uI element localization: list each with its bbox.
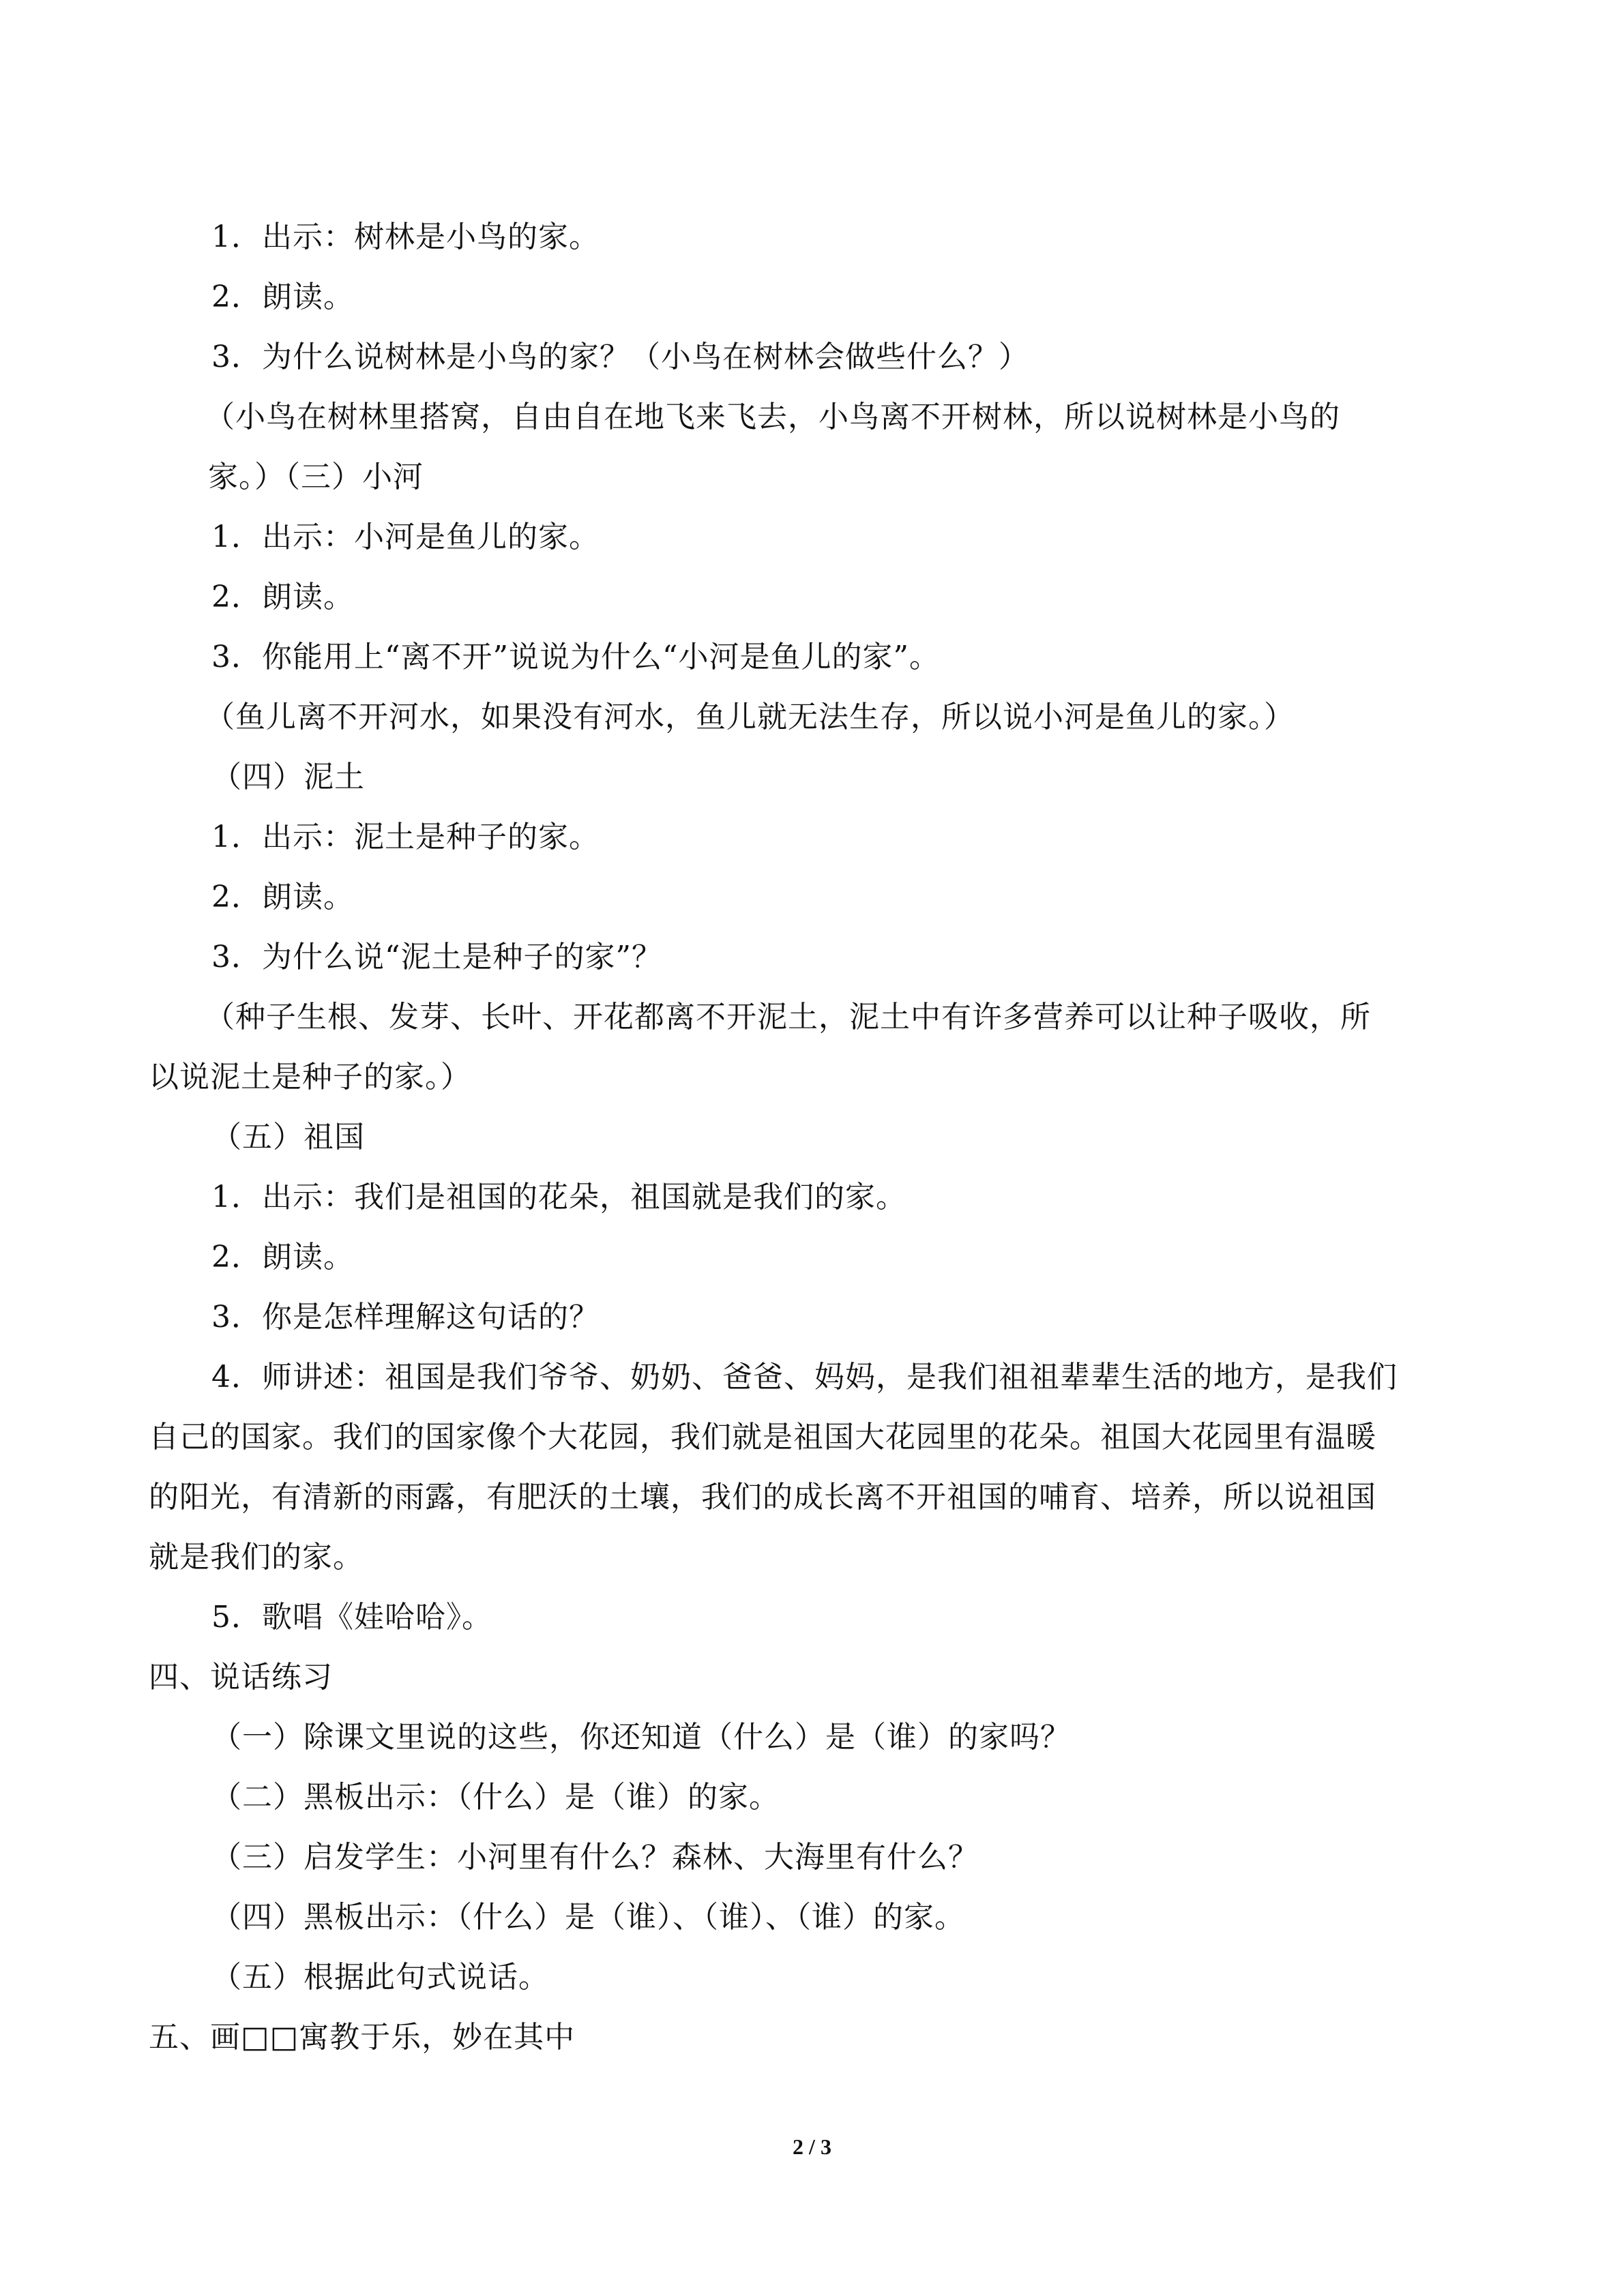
text-line: 4．师讲述：祖国是我们爷爷、奶奶、爸爸、妈妈，是我们祖祖辈辈生活的地方，是我们 bbox=[211, 1360, 1398, 1395]
section-heading: （四）泥土 bbox=[211, 760, 365, 794]
text-line: 1．出示：我们是祖国的花朵，祖国就是我们的家。 bbox=[211, 1180, 906, 1214]
text-line: 3．为什么说树林是小鸟的家？（小鸟在树林会做些什么？） bbox=[211, 340, 1029, 374]
text-line: 1．出示：小河是鱼儿的家。 bbox=[211, 520, 600, 554]
text-line: 3．你是怎样理解这句话的？ bbox=[211, 1300, 600, 1335]
text-line: （五）根据此句式说话。 bbox=[211, 1960, 549, 1995]
text-line: （鱼儿离不开河水，如果没有河水，鱼儿就无法生存，所以说小河是鱼儿的家。） bbox=[205, 700, 1295, 734]
section-heading: （五）祖国 bbox=[211, 1120, 365, 1154]
text-line: 3．为什么说“泥土是种子的家”？ bbox=[211, 940, 662, 974]
text-line: 的阳光，有清新的雨露，有肥沃的土壤，我们的成长离不开祖国的哺育、培养，所以说祖国 bbox=[149, 1480, 1376, 1515]
text-line: （种子生根、发芽、长叶、开花都离不开泥土，泥土中有许多营养可以让种子吸收，所 bbox=[205, 1000, 1371, 1034]
text-line: 2．朗读。 bbox=[211, 280, 354, 314]
text-line: 2．朗读。 bbox=[211, 580, 354, 614]
text-line: （小鸟在树林里搭窝，自由自在地飞来飞去，小鸟离不开树林，所以说树林是小鸟的 bbox=[205, 400, 1340, 434]
text-line: （一）除课文里说的这些，你还知道（什么）是（谁）的家吗？ bbox=[211, 1720, 1071, 1755]
section-heading: 五、画□□寓教于乐，妙在其中 bbox=[149, 2020, 576, 2055]
text-line: 5．歌唱《娃哈哈》。 bbox=[211, 1600, 492, 1635]
text-line: 家。）（三）小河 bbox=[208, 460, 424, 494]
text-line: 2．朗读。 bbox=[211, 880, 354, 914]
text-line: 1．出示：树林是小鸟的家。 bbox=[211, 220, 600, 254]
text-line: 3．你能用上“离不开”说说为什么“小河是鱼儿的家”。 bbox=[211, 640, 940, 674]
text-line: （三）启发学生：小河里有什么？森林、大海里有什么？ bbox=[211, 1840, 979, 1875]
text-line: 自己的国家。我们的国家像个大花园，我们就是祖国大花园里的花朵。祖国大花园里有温暖 bbox=[149, 1420, 1376, 1455]
text-line: 以说泥土是种子的家。） bbox=[149, 1060, 471, 1094]
section-heading: 四、说话练习 bbox=[149, 1660, 333, 1695]
text-line: （四）黑板出示：（什么）是（谁）、（谁）、（谁）的家。 bbox=[211, 1900, 965, 1935]
text-line: 就是我们的家。 bbox=[149, 1540, 364, 1575]
text-line: （二）黑板出示：（什么）是（谁）的家。 bbox=[211, 1780, 780, 1815]
text-line: 1．出示：泥土是种子的家。 bbox=[211, 820, 600, 854]
page-number: 2 / 3 bbox=[793, 2134, 831, 2159]
text-line: 2．朗读。 bbox=[211, 1240, 354, 1274]
